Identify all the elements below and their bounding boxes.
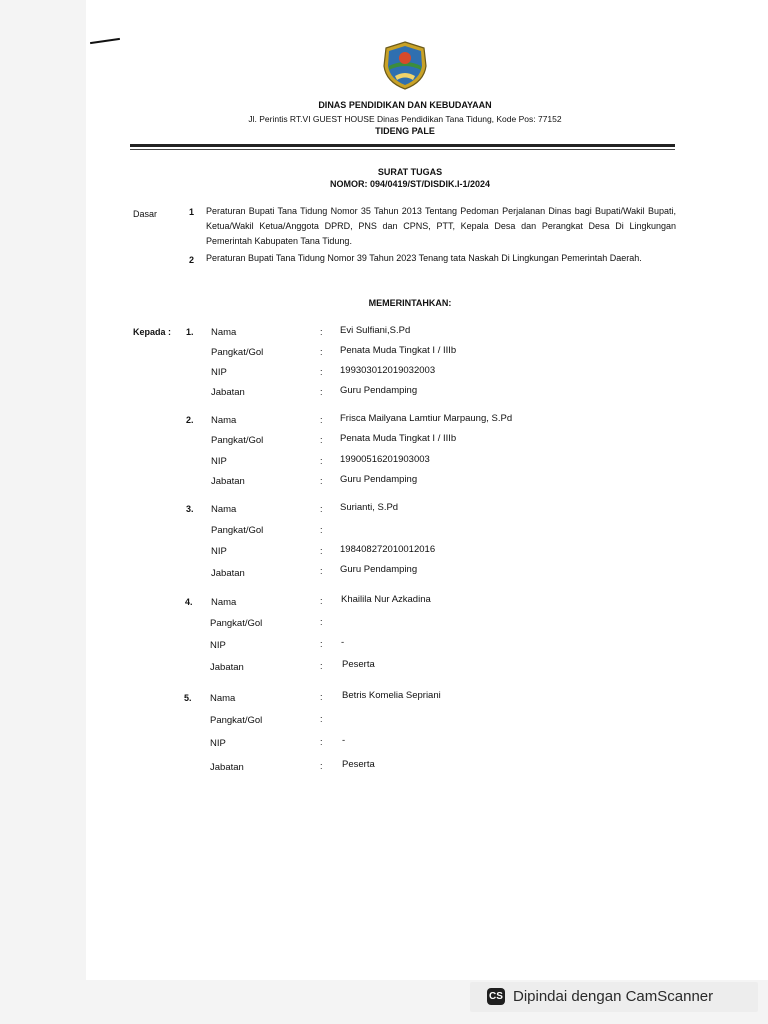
field-label-nama: Nama bbox=[211, 597, 237, 608]
person-nama: Betris Komelia Sepriani bbox=[342, 690, 441, 701]
field-colon: : bbox=[320, 476, 323, 486]
dasar-item-number: 2 bbox=[189, 255, 195, 265]
person-jabatan: Guru Pendamping bbox=[340, 474, 418, 485]
person-jabatan: Peserta bbox=[342, 759, 375, 770]
field-colon: : bbox=[320, 661, 323, 671]
office-address: Jl. Perintis RT.VI GUEST HOUSE Dinas Pendidikan Tana Tidung, Kode Pos: 77152 bbox=[248, 114, 562, 124]
field-colon: : bbox=[320, 525, 323, 535]
field-label-pangkat: Pangkat/Gol bbox=[211, 347, 264, 358]
field-label-nama: Nama bbox=[210, 693, 236, 704]
field-label-nip: NIP bbox=[210, 738, 226, 749]
person-nip: - bbox=[341, 637, 345, 648]
person-jabatan: Guru Pendamping bbox=[340, 385, 418, 396]
field-label-jabatan: Jabatan bbox=[211, 387, 245, 398]
field-colon: : bbox=[320, 639, 323, 649]
field-label-nama: Nama bbox=[211, 504, 237, 515]
field-colon: : bbox=[320, 415, 323, 425]
field-label-nama: Nama bbox=[211, 327, 237, 338]
office-name: DINAS PENDIDIKAN DAN KEBUDAYAAN bbox=[318, 100, 492, 110]
field-colon: : bbox=[320, 737, 323, 747]
header-rule bbox=[130, 144, 675, 147]
field-colon: : bbox=[320, 456, 323, 466]
person-nama: Khailila Nur Azkadina bbox=[341, 594, 431, 605]
field-label-jabatan: Jabatan bbox=[210, 662, 244, 673]
person-pangkat: Penata Muda Tingkat I / IIIb bbox=[340, 433, 457, 444]
field-label-pangkat: Pangkat/Gol bbox=[210, 618, 263, 629]
field-colon: : bbox=[320, 367, 323, 377]
person-nama: Surianti, S.Pd bbox=[340, 502, 399, 513]
field-colon: : bbox=[320, 347, 323, 357]
person-number: 2. bbox=[186, 415, 194, 425]
person-nip: 198408272010012016 bbox=[340, 544, 436, 555]
regency-emblem-icon bbox=[380, 40, 430, 90]
office-city: TIDENG PALE bbox=[375, 126, 435, 136]
dasar-item-text: Peraturan Bupati Tana Tidung Nomor 35 Tahun 2013 Tentang Pedoman Perjalanan Dinas bagi Bupati/Wakil Bupati, Ketua/Wakil Ketua/Anggota DPRD, PNS dan CPNS, PTT, Kepala Desa dan Perangkat Desa Di Lingkungan Pemerintah Kabupaten Tana Tidung. bbox=[206, 206, 676, 246]
field-colon: : bbox=[320, 435, 323, 445]
camscanner-text: Dipindai dengan CamScanner bbox=[513, 988, 714, 1005]
dasar-item-number: 1 bbox=[189, 207, 195, 217]
field-label-pangkat: Pangkat/Gol bbox=[211, 525, 264, 536]
field-colon: : bbox=[320, 387, 323, 397]
person-nip: 199303012019032003 bbox=[340, 365, 436, 376]
person-nip: - bbox=[342, 735, 346, 746]
person-jabatan: Peserta bbox=[342, 659, 375, 670]
person-number: 4. bbox=[185, 597, 193, 607]
field-label-jabatan: Jabatan bbox=[211, 568, 245, 579]
field-colon: : bbox=[320, 546, 323, 556]
field-colon: : bbox=[320, 617, 323, 627]
field-colon: : bbox=[320, 714, 323, 724]
field-label-nip: NIP bbox=[211, 546, 227, 557]
person-nama: Evi Sulfiani,S.Pd bbox=[340, 325, 411, 336]
command-heading: MEMERINTAHKAN: bbox=[368, 298, 452, 308]
dasar-item-text: Peraturan Bupati Tana Tidung Nomor 39 Tahun 2023 Tenang tata Naskah Di Lingkungan Pemerintah Daerah. bbox=[206, 253, 642, 263]
field-label-nip: NIP bbox=[210, 640, 226, 651]
letter-number: NOMOR: 094/0419/ST/DISDIK.I-1/2024 bbox=[329, 179, 491, 189]
camscanner-watermark bbox=[470, 982, 758, 1012]
letter-title: SURAT TUGAS bbox=[377, 167, 443, 177]
person-number: 3. bbox=[186, 504, 194, 514]
document-page bbox=[86, 0, 768, 980]
header-rule-thin bbox=[130, 149, 675, 150]
field-colon: : bbox=[320, 596, 323, 606]
field-label-jabatan: Jabatan bbox=[210, 762, 244, 773]
field-colon: : bbox=[320, 327, 323, 337]
field-label-nip: NIP bbox=[211, 456, 227, 467]
kepada-label: Kepada : bbox=[133, 327, 172, 337]
person-nip: 19900516201903003 bbox=[340, 454, 430, 465]
field-colon: : bbox=[320, 761, 323, 771]
field-colon: : bbox=[320, 504, 323, 514]
person-nama: Frisca Mailyana Lamtiur Marpaung, S.Pd bbox=[340, 413, 513, 424]
field-label-pangkat: Pangkat/Gol bbox=[210, 715, 263, 726]
dasar-label: Dasar bbox=[133, 209, 158, 219]
person-number: 1. bbox=[186, 327, 194, 337]
person-number: 5. bbox=[184, 693, 192, 703]
field-label-jabatan: Jabatan bbox=[211, 476, 245, 487]
field-label-pangkat: Pangkat/Gol bbox=[211, 435, 264, 446]
field-colon: : bbox=[320, 692, 323, 702]
field-label-nama: Nama bbox=[211, 415, 237, 426]
field-label-nip: NIP bbox=[211, 367, 227, 378]
field-colon: : bbox=[320, 566, 323, 576]
person-jabatan: Guru Pendamping bbox=[340, 564, 418, 575]
person-pangkat: Penata Muda Tingkat I / IIIb bbox=[340, 345, 457, 356]
camscanner-logo-icon: CS bbox=[487, 988, 505, 1005]
